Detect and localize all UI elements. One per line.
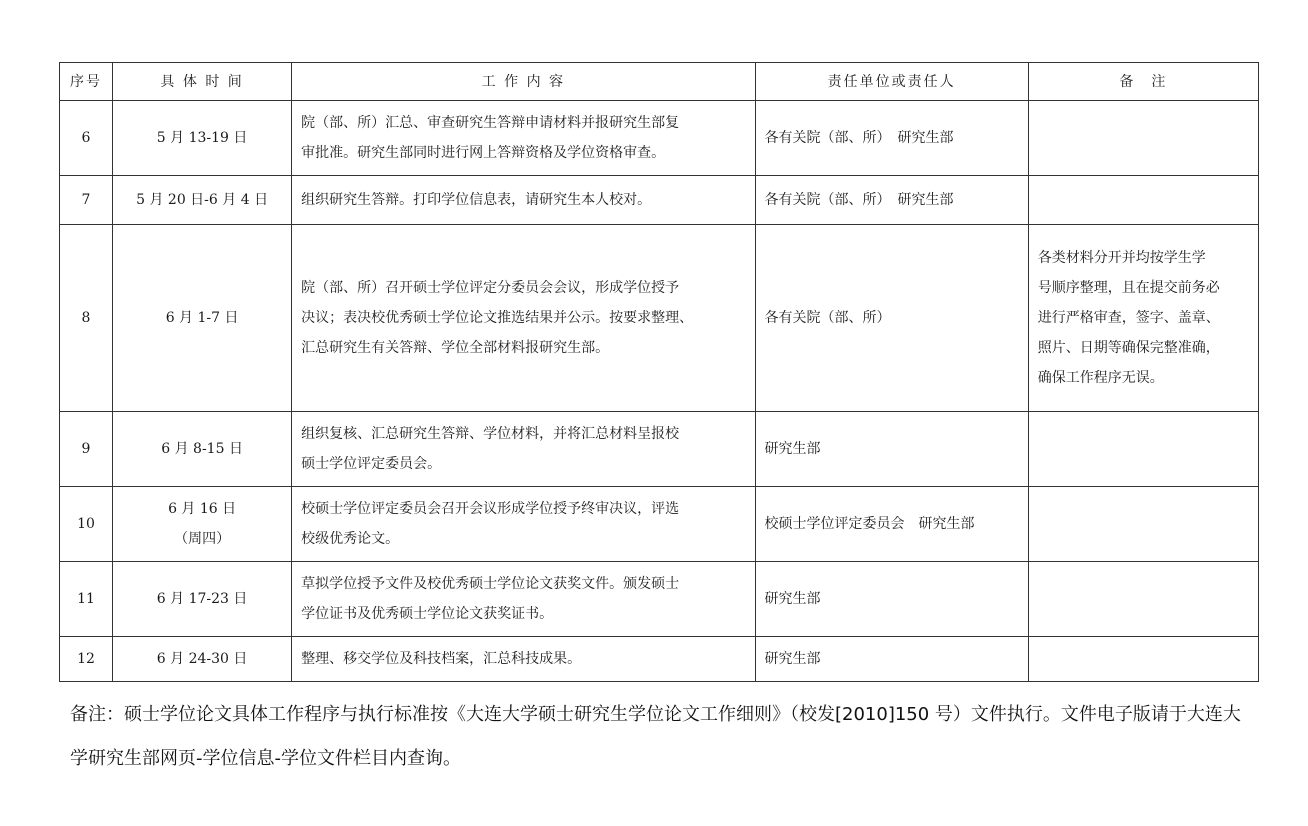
cell-note xyxy=(1028,487,1258,562)
cell-no: 6 xyxy=(60,101,113,176)
cell-work xyxy=(292,412,755,487)
cell-work-line: 院（部、所）汇总、审查研究生答辩申请材料并报研究生部复 xyxy=(301,115,680,131)
cell-dept: 研究生部 xyxy=(755,637,1028,682)
cell-work-line: 整理、移交学位及科技档案，汇总科技成果。 xyxy=(301,651,582,667)
header-row xyxy=(60,63,1259,101)
cell-note xyxy=(1028,101,1258,176)
cell-work xyxy=(292,176,755,225)
cell-time-line: 6 月 16 日 xyxy=(168,501,237,517)
cell-note xyxy=(1028,176,1258,225)
cell-work xyxy=(292,637,755,682)
header-note: 备 注 xyxy=(1028,63,1258,101)
cell-work-line: 院（部、所）召开硕士学位评定分委员会会议，形成学位授予 xyxy=(301,280,680,296)
cell-work xyxy=(292,101,755,176)
cell-work-line: 草拟学位授予文件及校优秀硕士学位论文获奖文件。颁发硕士 xyxy=(301,576,680,592)
table-row xyxy=(60,225,1259,412)
table-body xyxy=(60,101,1259,682)
cell-time xyxy=(113,225,292,412)
cell-time-line: 6 月 8-15 日 xyxy=(161,441,243,457)
cell-dept: 各有关院（部、所） 研究生部 xyxy=(755,176,1028,225)
cell-note xyxy=(1028,637,1258,682)
cell-time xyxy=(113,562,292,637)
cell-dept: 各有关院（部、所） 研究生部 xyxy=(755,101,1028,176)
cell-time-line: 5 月 20 日-6 月 4 日 xyxy=(136,192,269,208)
cell-no: 8 xyxy=(60,225,113,412)
cell-time-line: 6 月 17-23 日 xyxy=(156,591,248,607)
cell-time-line: 5 月 13-19 日 xyxy=(156,130,248,146)
cell-note-line: 确保工作程序无误。 xyxy=(1037,370,1164,386)
cell-note xyxy=(1028,562,1258,637)
cell-dept: 校硕士学位评定委员会 研究生部 xyxy=(755,487,1028,562)
cell-work-line: 汇总研究生有关答辩、学位全部材料报研究生部。 xyxy=(301,340,610,356)
cell-work-line: 学位证书及优秀硕士学位论文获奖证书。 xyxy=(301,606,554,622)
cell-no: 9 xyxy=(60,412,113,487)
cell-work-line: 组织复核、汇总研究生答辩、学位材料，并将汇总材料呈报校 xyxy=(301,426,680,442)
cell-work-line: 组织研究生答辩。打印学位信息表，请研究生本人校对。 xyxy=(301,192,652,208)
cell-time xyxy=(113,101,292,176)
cell-no: 7 xyxy=(60,176,113,225)
table-row xyxy=(60,176,1259,225)
cell-time-line: 6 月 24-30 日 xyxy=(156,651,248,667)
cell-time xyxy=(113,412,292,487)
cell-note-line: 照片、日期等确保完整准确， xyxy=(1037,340,1220,356)
cell-work-line: 决议；表决校优秀硕士学位论文推选结果并公示。按要求整理、 xyxy=(301,310,694,326)
cell-no: 11 xyxy=(60,562,113,637)
footnote: 备注：硕士学位论文具体工作程序与执行标准按《大连大学硕士研究生学位论文工作细则》（校发[2010]150 号）文件执行。文件电子版请于大连大学研究生部网页-学位信息-学位文件栏目内查询。 xyxy=(70,704,1241,769)
table-row xyxy=(60,562,1259,637)
header-no: 序号 xyxy=(60,63,113,101)
cell-work-line: 校硕士学位评定委员会召开会议形成学位授予终审决议，评选 xyxy=(301,501,680,517)
cell-no: 12 xyxy=(60,637,113,682)
cell-time-line: 6 月 1-7 日 xyxy=(165,310,239,326)
table-row xyxy=(60,412,1259,487)
header-work: 工 作 内 容 xyxy=(292,63,755,101)
schedule-table xyxy=(59,62,1259,682)
cell-work-line: 硕士学位评定委员会。 xyxy=(301,456,442,472)
cell-time xyxy=(113,176,292,225)
cell-note xyxy=(1028,225,1258,412)
cell-time xyxy=(113,487,292,562)
cell-note xyxy=(1028,412,1258,487)
cell-dept: 研究生部 xyxy=(755,562,1028,637)
cell-work xyxy=(292,562,755,637)
cell-note-line: 号顺序整理，且在提交前务必 xyxy=(1037,280,1220,296)
cell-time-line: （周四） xyxy=(174,531,231,547)
cell-work xyxy=(292,487,755,562)
cell-no: 10 xyxy=(60,487,113,562)
cell-dept: 研究生部 xyxy=(755,412,1028,487)
cell-note-line: 各类材料分开并均按学生学 xyxy=(1037,250,1206,266)
cell-dept: 各有关院（部、所） xyxy=(755,225,1028,412)
cell-work xyxy=(292,225,755,412)
table-row xyxy=(60,637,1259,682)
cell-time xyxy=(113,637,292,682)
header-time: 具 体 时 间 xyxy=(113,63,292,101)
cell-work-line: 审批准。研究生部同时进行网上答辩资格及学位资格审查。 xyxy=(301,145,666,161)
table-row xyxy=(60,487,1259,562)
table-row xyxy=(60,101,1259,176)
cell-work-line: 校级优秀论文。 xyxy=(301,531,400,547)
cell-note-line: 进行严格审查，签字、盖章、 xyxy=(1037,310,1220,326)
header-dept: 责任单位或责任人 xyxy=(755,63,1028,101)
